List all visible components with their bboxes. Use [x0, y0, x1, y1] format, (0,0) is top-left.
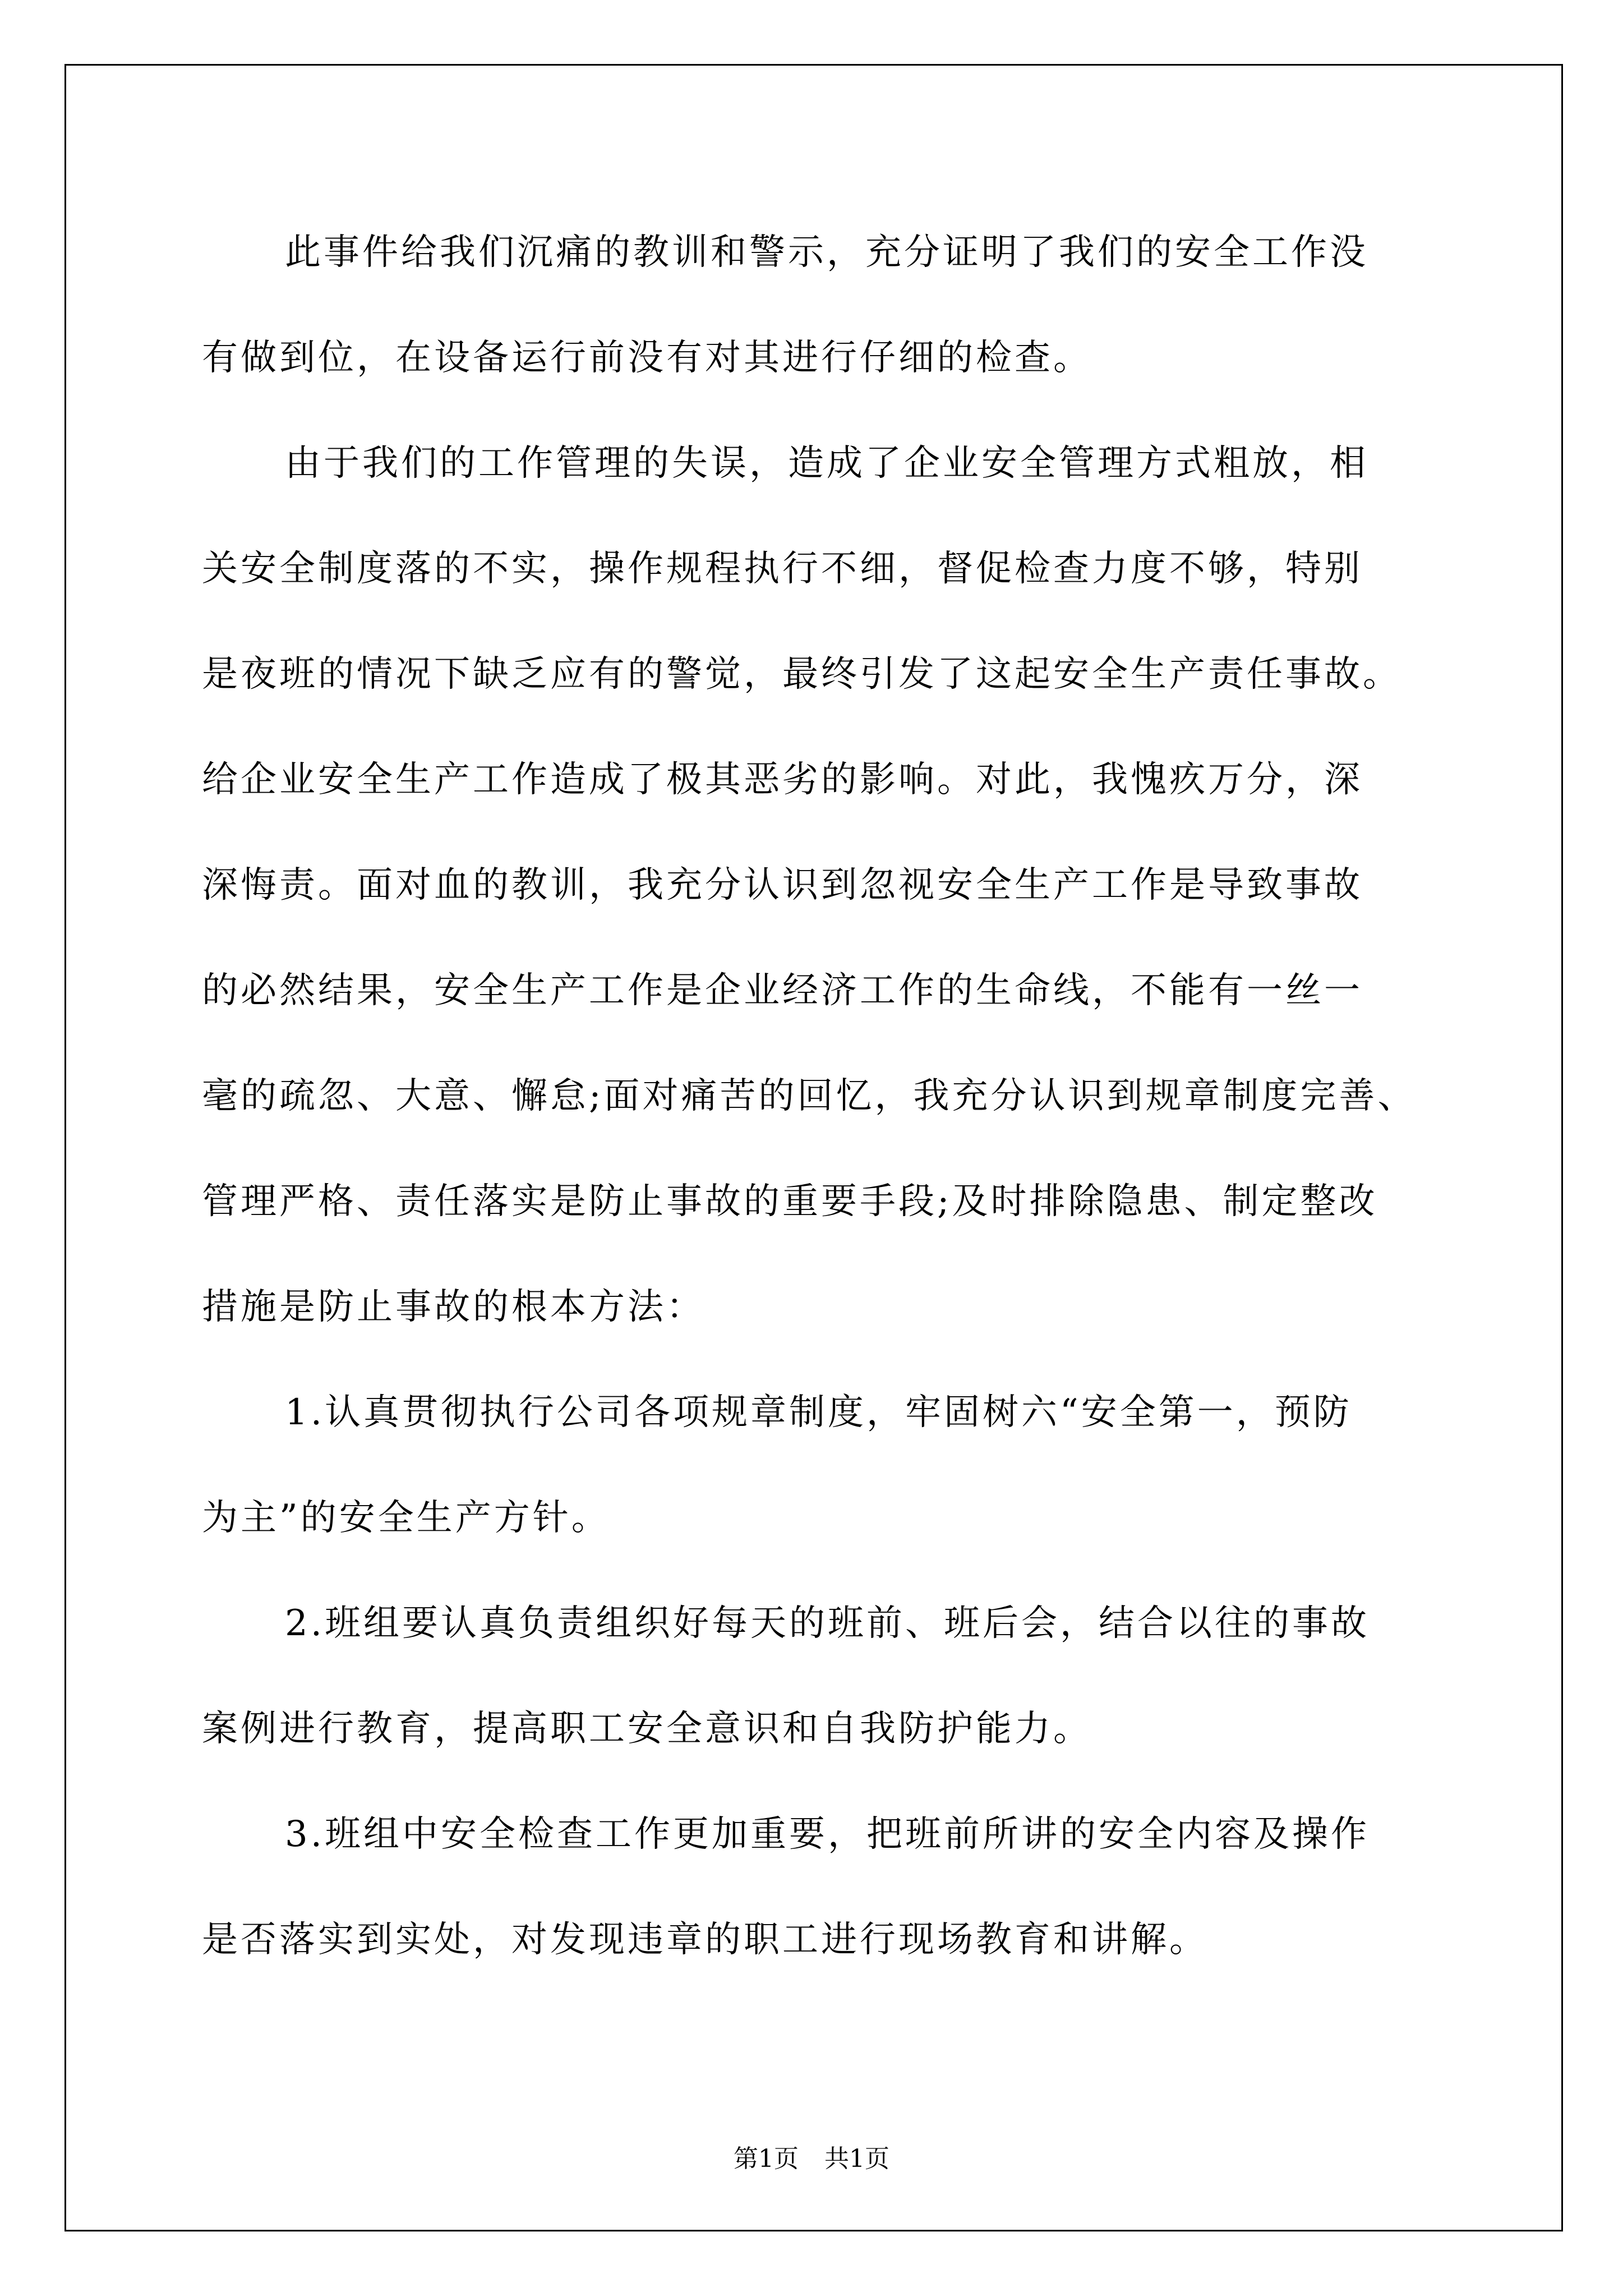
paragraph	[202, 430, 1424, 1379]
page-footer	[0, 2138, 1623, 2174]
paragraph	[202, 1801, 1424, 2012]
document-body	[202, 219, 1424, 2012]
text-line: 给企业安全生产工作造成了极其恶劣的影响。对此，我愧疚万分，深	[202, 759, 1363, 800]
paragraph	[202, 1379, 1424, 1590]
paragraph	[202, 1590, 1424, 1801]
text-line: 是夜班的情况下缺乏应有的警觉，最终引发了这起安全生产责任事故。	[202, 654, 1401, 695]
text-line: 2.班组要认真负责组织好每天的班前、班后会，结合以往的事故	[285, 1603, 1370, 1644]
page-total: 共1页	[824, 2145, 889, 2173]
text-line: 有做到位，在设备运行前没有对其进行仔细的检查。	[202, 337, 1092, 379]
page-number: 第1页	[734, 2145, 799, 2173]
text-line: 为主”的安全生产方针。	[202, 1497, 610, 1539]
text-line: 此事件给我们沉痛的教训和警示，充分证明了我们的安全工作没	[285, 232, 1368, 273]
text-line: 案例进行教育，提高职工安全意识和自我防护能力。	[202, 1708, 1092, 1750]
text-line: 由于我们的工作管理的失误，造成了企业安全管理方式粗放，相	[285, 443, 1368, 484]
text-line: 毫的疏忽、大意、懈怠;面对痛苦的回忆，我充分认识到规章制度完善、	[202, 1075, 1417, 1117]
text-line: 3.班组中安全检查工作更加重要，把班前所讲的安全内容及操作	[285, 1814, 1370, 1855]
text-line: 措施是防止事故的根本方法：	[202, 1286, 705, 1328]
text-line: 1.认真贯彻执行公司各项规章制度，牢固树六“安全第一，预防	[285, 1392, 1352, 1433]
paragraph	[202, 219, 1424, 430]
text-line: 的必然结果，安全生产工作是企业经济工作的生命线，不能有一丝一	[202, 970, 1363, 1011]
text-line: 关安全制度落的不实，操作规程执行不细，督促检查力度不够，特别	[202, 548, 1363, 590]
text-line: 深悔责。面对血的教训，我充分认识到忽视安全生产工作是导致事故	[202, 864, 1363, 906]
text-line: 是否落实到实处，对发现违章的职工进行现场教育和讲解。	[202, 1919, 1208, 1961]
text-line: 管理严格、责任落实是防止事故的重要手段;及时排除隐患、制定整改	[202, 1181, 1378, 1222]
